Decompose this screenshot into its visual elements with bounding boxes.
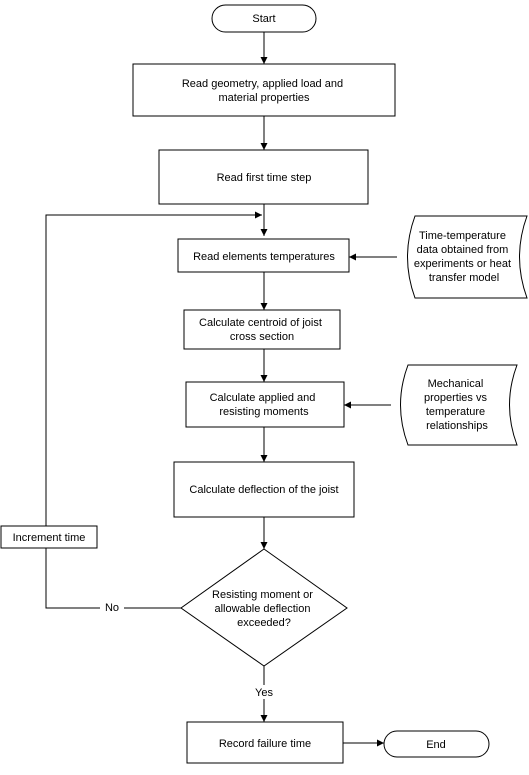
time-temp-data-label: Time-temperature data obtained from experiments or heat transfer model (413, 230, 512, 284)
read-temperatures-label: Read elements temperatures (193, 251, 335, 263)
start-label: Start (252, 13, 276, 25)
read-geometry-node (133, 64, 395, 116)
calc-deflection-node (174, 462, 354, 517)
increment-time-label: Increment time (12, 532, 86, 544)
calc-centroid-label: Calculate centroid of joist cross section (199, 317, 322, 343)
calc-moments-label: Calculate applied and resisting moments (209, 392, 316, 418)
decision-node (181, 549, 347, 666)
calc-centroid-node (184, 310, 340, 349)
read-temperatures-node (178, 239, 349, 272)
calc-moments-node (186, 382, 344, 427)
start-node (212, 5, 316, 32)
edge-label-yes: Yes (255, 687, 273, 699)
mech-props-label: Mechanical properties vs temperature relationships (423, 378, 488, 432)
record-failure-node (187, 722, 343, 763)
read-first-step-node (159, 150, 368, 204)
read-geometry-label: Read geometry, applied load and material properties (181, 78, 344, 104)
decision-label: Resisting moment or allowable deflection exceeded? (212, 589, 313, 629)
time-temp-data-node (408, 216, 528, 298)
record-failure-label: Record failure time (218, 738, 312, 750)
end-node (384, 731, 489, 757)
end-label: End (426, 739, 446, 751)
read-first-step-label: Read first time step (216, 172, 312, 184)
mech-props-node (401, 365, 518, 445)
calc-deflection-label: Calculate deflection of the joist (189, 484, 339, 496)
edge-label-no: No (104, 602, 120, 614)
increment-time-node (1, 526, 97, 548)
